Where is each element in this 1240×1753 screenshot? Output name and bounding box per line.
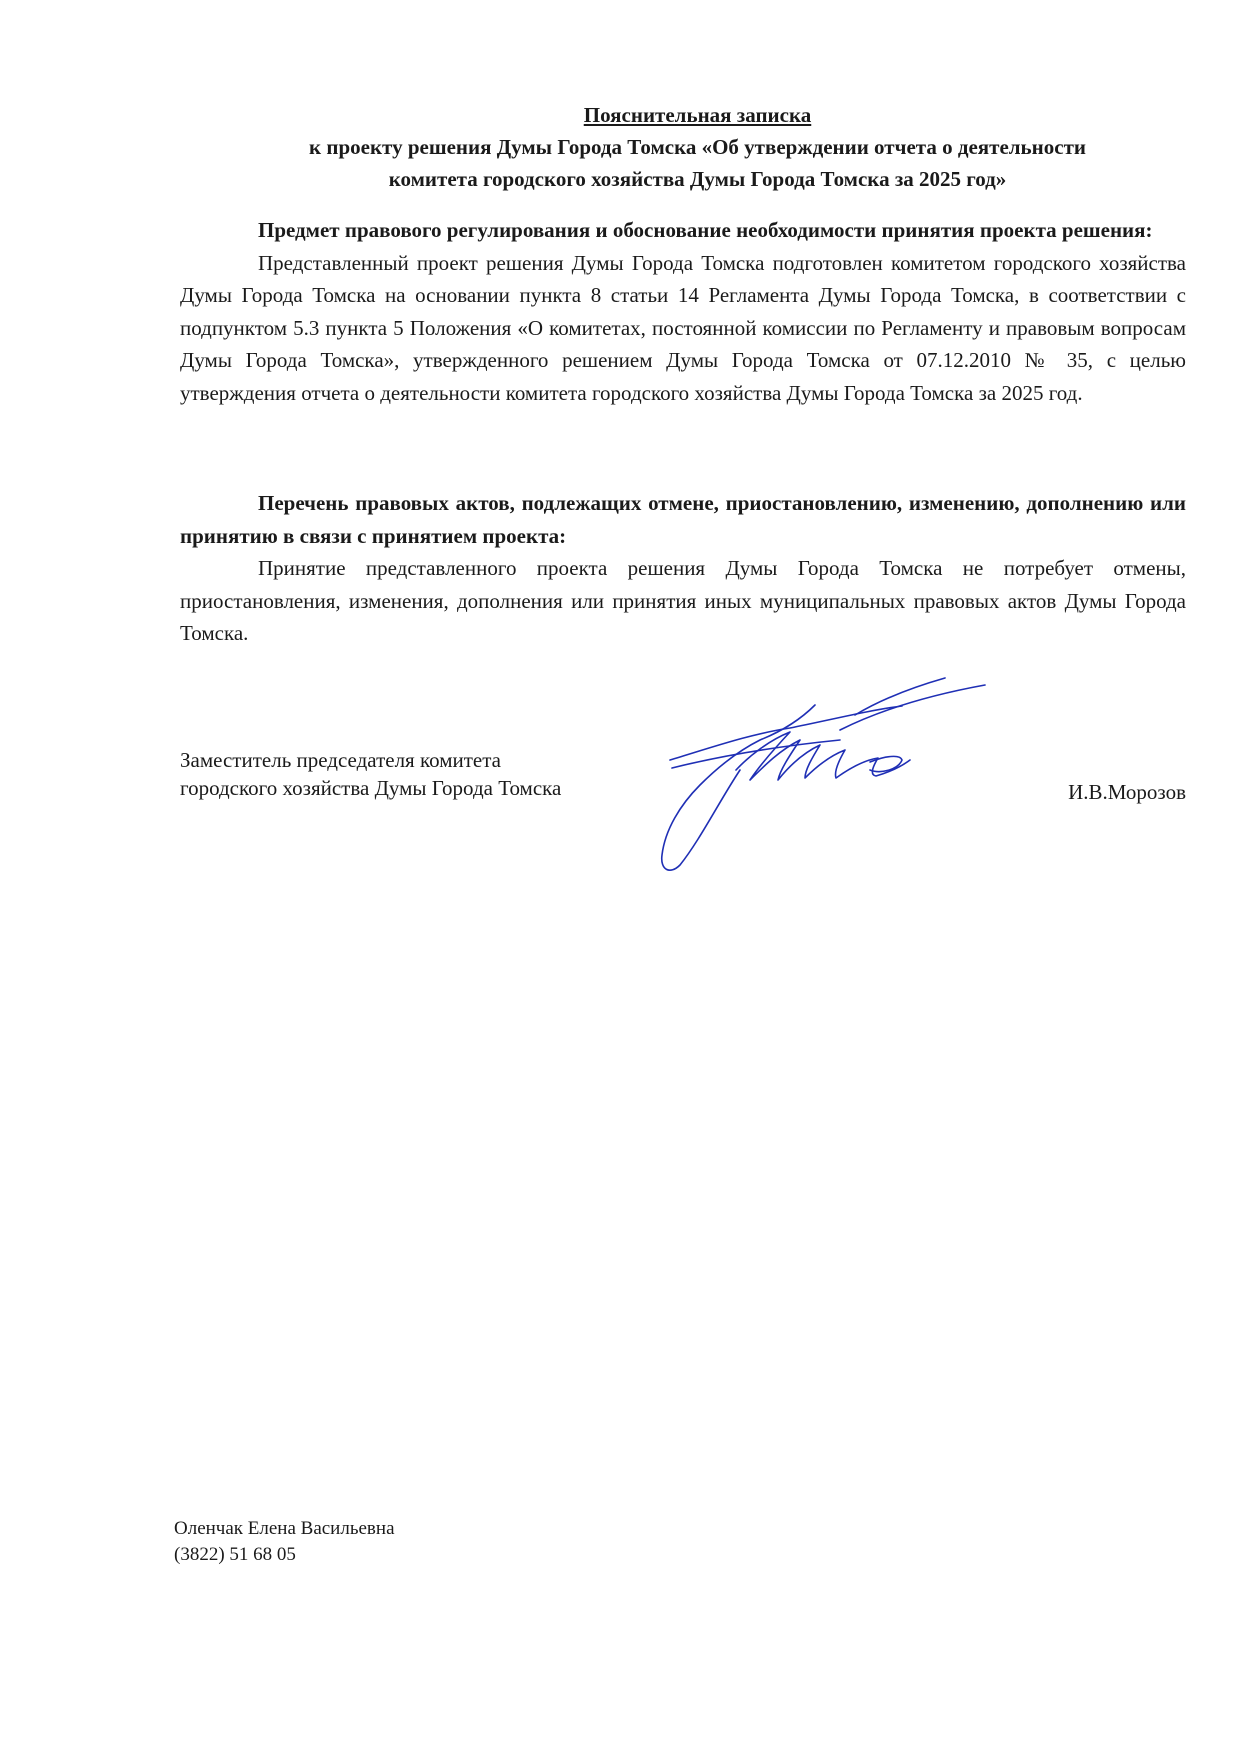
section-heading: Предмет правового регулирования и обоснование необходимости принятия проекта решения: [258,218,1153,242]
title-line-2: к проекту решения Думы Города Томска «Об утверждении отчета о деятельности [309,135,1086,159]
title-line-3: комитета городского хозяйства Думы Города Томска за 2025 год» [388,167,1007,191]
section-body: Представленный проект решения Думы Города Томска подготовлен комитетом городского хозяйства Думы Города Томска на основании пункта 8 статьи 14 Регламента Думы Города Томска, в соответствии с подпунктом 5.3 пункта 5 Положения «О комитетах, постоянной комиссии по Регламенту и правовым вопросам Думы Города Томска», утвержденного решением Думы Города Томска от 07.12.2010 № 35, с целью утверждения отчета о деятельности комитета городского хозяйства Думы Города Томска за 2025 год. [180,250,1186,405]
signature-stroke [840,685,985,730]
section-legal-acts-list [180,487,1186,650]
section-heading: Перечень правовых актов, подлежащих отмене, приостановлению, изменению, дополнению или принятию в связи с принятием проекта: [180,491,1186,548]
signer-position-line-1: Заместитель председателя комитета [180,748,501,772]
document-title [180,99,1215,195]
signature-stroke [662,705,815,870]
signer-position-line-2: городского хозяйства Думы Города Томска [180,776,562,800]
signer-name: И.В.Морозов [1068,780,1186,804]
signer-position [180,746,561,802]
contact-phone: (3822) 51 68 05 [174,1544,296,1565]
section-body: Принятие представленного проекта решения Думы Города Томска не потребует отмены, приостановления, изменения, дополнения или принятия иных муниципальных правовых актов Думы Города Томска. [180,556,1186,645]
handwritten-signature [640,670,1020,880]
contact-block [174,1516,395,1568]
title-line-1: Пояснительная записка [583,103,812,127]
contact-name: Оленчак Елена Васильевна [174,1518,395,1539]
section-legal-regulation [180,214,1186,409]
